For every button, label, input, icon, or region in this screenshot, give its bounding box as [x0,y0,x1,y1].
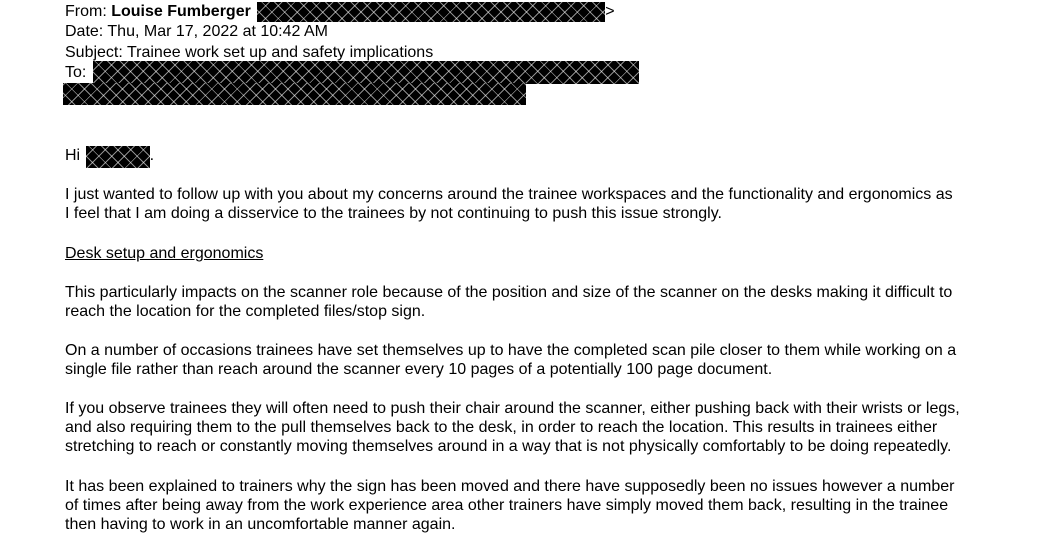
redacted-recipients-1 [93,61,639,84]
trainers-paragraph [65,477,1025,534]
sender-name: Louise Fumberger [111,3,251,20]
paragraph-line: This particularly impacts on the scanner role because of the position and size of the scanner on the desks making it difficult to [65,284,953,301]
occasions-paragraph [65,341,1025,379]
paragraph-line: reach the location for the completed files/stop sign. [65,303,426,320]
to-label: To: [65,64,87,81]
intro-paragraph [65,185,1025,223]
date-line: Date: Thu, Mar 17, 2022 at 10:42 AM [65,23,328,40]
observe-paragraph [65,399,1025,456]
paragraph-line: and also requiring them to the pull themselves back to the desk, in order to reach the location. This results in trainees either [65,419,938,436]
greeting [65,146,154,168]
subject-line: Subject: Trainee work set up and safety implications [65,44,434,61]
redacted-recipient-name [86,146,150,168]
to-line [65,63,86,82]
redacted-sender-email [257,2,605,22]
paragraph-line: On a number of occasions trainees have set themselves up to have the completed scan pile closer to them while working on a [65,342,957,359]
paragraph-line: of times after being away from the work experience area other trainers have simply moved them back, resulting in the trainee [65,497,949,514]
from-label: From: [65,3,107,20]
greeting-punct: . [149,147,155,164]
paragraph-line: single file rather than reach around the scanner every 10 pages of a potentially 100 page document. [65,361,773,378]
redacted-recipients-2 [63,83,526,105]
from-trailing: > [605,3,615,20]
section-heading: Desk setup and ergonomics [65,245,264,262]
paragraph-line: If you observe trainees they will often need to push their chair around the scanner, either pushing back with their wrists or legs, [65,400,960,417]
paragraph-line: It has been explained to trainers why the sign has been moved and there have supposedly been no issues however a number [65,478,955,495]
paragraph-line: I feel that I am doing a disservice to the trainees by not continuing to push this issue strongly. [65,205,722,222]
greeting-hi: Hi [65,147,81,164]
paragraph-line: stretching to reach or constantly moving themselves around in a way that is not physically comfortably to be doing repeatedly. [65,438,952,455]
paragraph-line: I just wanted to follow up with you about my concerns around the trainee workspaces and the functionality and ergonomics as [65,186,953,203]
paragraph-line: then having to work in an uncomfortable manner again. [65,516,456,533]
scanner-paragraph [65,283,1025,321]
from-line [65,2,615,22]
